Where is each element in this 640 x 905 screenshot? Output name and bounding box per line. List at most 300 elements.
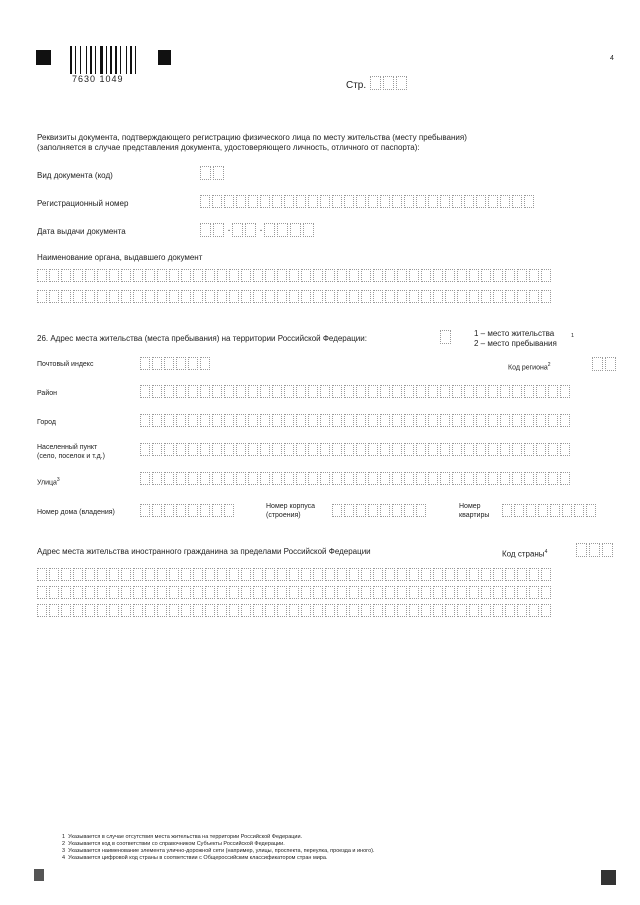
form-cell[interactable] bbox=[320, 385, 330, 398]
form-cell[interactable] bbox=[380, 504, 390, 517]
form-cell[interactable] bbox=[349, 568, 359, 581]
form-cell[interactable] bbox=[236, 443, 246, 456]
form-cell[interactable] bbox=[217, 586, 227, 599]
form-cell[interactable] bbox=[109, 290, 119, 303]
form-cell[interactable] bbox=[188, 414, 198, 427]
form-cell[interactable] bbox=[373, 586, 383, 599]
form-cell[interactable] bbox=[493, 568, 503, 581]
form-cell[interactable] bbox=[73, 568, 83, 581]
form-cell[interactable] bbox=[548, 443, 558, 456]
form-cell[interactable] bbox=[517, 269, 527, 282]
form-cell[interactable] bbox=[457, 269, 467, 282]
form-cell[interactable] bbox=[152, 414, 162, 427]
form-cell[interactable] bbox=[421, 290, 431, 303]
form-cell[interactable] bbox=[380, 414, 390, 427]
form-cell[interactable] bbox=[241, 568, 251, 581]
form-cell[interactable] bbox=[164, 357, 174, 370]
form-cell[interactable] bbox=[236, 414, 246, 427]
form-cell[interactable] bbox=[200, 443, 210, 456]
form-cell[interactable] bbox=[493, 586, 503, 599]
form-cell[interactable] bbox=[397, 290, 407, 303]
form-cell[interactable] bbox=[73, 290, 83, 303]
form-cell[interactable] bbox=[452, 472, 462, 485]
foreign-cells-row2[interactable] bbox=[37, 586, 553, 599]
form-cell[interactable] bbox=[272, 472, 282, 485]
form-cell[interactable] bbox=[193, 568, 203, 581]
form-cell[interactable] bbox=[157, 586, 167, 599]
form-cell[interactable] bbox=[176, 385, 186, 398]
form-cell[interactable] bbox=[241, 604, 251, 617]
form-cell[interactable] bbox=[157, 269, 167, 282]
form-cell[interactable] bbox=[320, 414, 330, 427]
form-cell[interactable] bbox=[457, 586, 467, 599]
form-cell[interactable] bbox=[212, 414, 222, 427]
form-cell[interactable] bbox=[61, 586, 71, 599]
form-cell[interactable] bbox=[493, 290, 503, 303]
form-cell[interactable] bbox=[392, 472, 402, 485]
page-number-cells[interactable] bbox=[370, 76, 409, 90]
form-cell[interactable] bbox=[193, 586, 203, 599]
form-cell[interactable] bbox=[164, 385, 174, 398]
form-cell[interactable] bbox=[265, 586, 275, 599]
form-cell[interactable] bbox=[49, 269, 59, 282]
form-cell[interactable] bbox=[361, 586, 371, 599]
form-cell[interactable] bbox=[512, 414, 522, 427]
form-cell[interactable] bbox=[488, 414, 498, 427]
form-cell[interactable] bbox=[517, 568, 527, 581]
form-cell[interactable] bbox=[538, 504, 548, 517]
form-cell[interactable] bbox=[428, 414, 438, 427]
form-cell[interactable] bbox=[481, 269, 491, 282]
form-cell[interactable] bbox=[164, 472, 174, 485]
form-cell[interactable] bbox=[176, 414, 186, 427]
form-cell[interactable] bbox=[181, 269, 191, 282]
issuer-cells-row2[interactable] bbox=[37, 290, 553, 303]
form-cell[interactable] bbox=[524, 195, 534, 208]
issue-date-cells[interactable]: . . bbox=[200, 223, 316, 237]
form-cell[interactable] bbox=[152, 385, 162, 398]
form-cell[interactable] bbox=[574, 504, 584, 517]
form-cell[interactable] bbox=[289, 586, 299, 599]
form-cell[interactable] bbox=[325, 586, 335, 599]
form-cell[interactable] bbox=[169, 568, 179, 581]
form-cell[interactable] bbox=[344, 472, 354, 485]
form-cell[interactable] bbox=[380, 472, 390, 485]
form-cell[interactable] bbox=[121, 586, 131, 599]
form-cell[interactable] bbox=[560, 472, 570, 485]
form-cell[interactable] bbox=[193, 604, 203, 617]
form-cell[interactable] bbox=[536, 385, 546, 398]
form-cell[interactable] bbox=[452, 414, 462, 427]
form-cell[interactable] bbox=[212, 443, 222, 456]
form-cell[interactable] bbox=[260, 443, 270, 456]
form-cell[interactable] bbox=[349, 290, 359, 303]
form-cell[interactable] bbox=[121, 290, 131, 303]
form-cell[interactable] bbox=[541, 586, 551, 599]
form-cell[interactable] bbox=[505, 290, 515, 303]
form-cell[interactable] bbox=[445, 568, 455, 581]
form-cell[interactable] bbox=[361, 604, 371, 617]
form-cell[interactable] bbox=[452, 443, 462, 456]
form-cell[interactable] bbox=[73, 604, 83, 617]
form-cell[interactable] bbox=[200, 504, 210, 517]
form-cell[interactable] bbox=[356, 195, 366, 208]
form-cell[interactable] bbox=[536, 443, 546, 456]
form-cell[interactable] bbox=[500, 195, 510, 208]
form-cell[interactable] bbox=[308, 414, 318, 427]
form-cell[interactable] bbox=[49, 604, 59, 617]
form-cell[interactable] bbox=[248, 195, 258, 208]
form-cell[interactable] bbox=[493, 604, 503, 617]
form-cell[interactable] bbox=[529, 604, 539, 617]
form-cell[interactable] bbox=[253, 290, 263, 303]
form-cell[interactable] bbox=[313, 586, 323, 599]
form-cell[interactable] bbox=[284, 195, 294, 208]
form-cell[interactable] bbox=[404, 472, 414, 485]
form-cell[interactable] bbox=[505, 586, 515, 599]
form-cell[interactable] bbox=[337, 290, 347, 303]
form-cell[interactable] bbox=[61, 568, 71, 581]
form-cell[interactable] bbox=[49, 586, 59, 599]
form-cell[interactable] bbox=[481, 604, 491, 617]
form-cell[interactable] bbox=[200, 385, 210, 398]
form-cell[interactable] bbox=[368, 195, 378, 208]
form-cell[interactable] bbox=[241, 290, 251, 303]
form-cell[interactable] bbox=[397, 586, 407, 599]
form-cell[interactable] bbox=[224, 443, 234, 456]
form-cell[interactable] bbox=[188, 357, 198, 370]
form-cell[interactable] bbox=[368, 414, 378, 427]
form-cell[interactable] bbox=[524, 472, 534, 485]
form-cell[interactable] bbox=[392, 385, 402, 398]
form-cell[interactable] bbox=[469, 604, 479, 617]
form-cell[interactable] bbox=[344, 385, 354, 398]
form-cell[interactable] bbox=[361, 269, 371, 282]
form-cell[interactable] bbox=[284, 414, 294, 427]
form-cell[interactable] bbox=[301, 586, 311, 599]
form-cell[interactable] bbox=[260, 472, 270, 485]
form-cell[interactable] bbox=[224, 195, 234, 208]
form-cell[interactable] bbox=[385, 604, 395, 617]
form-cell[interactable] bbox=[536, 472, 546, 485]
form-cell[interactable] bbox=[469, 586, 479, 599]
form-cell[interactable] bbox=[541, 604, 551, 617]
form-cell[interactable] bbox=[457, 290, 467, 303]
form-cell[interactable] bbox=[385, 269, 395, 282]
form-cell[interactable] bbox=[529, 568, 539, 581]
form-cell[interactable] bbox=[476, 472, 486, 485]
form-cell[interactable] bbox=[152, 443, 162, 456]
form-cell[interactable] bbox=[229, 269, 239, 282]
form-cell[interactable] bbox=[296, 414, 306, 427]
form-cell[interactable] bbox=[505, 568, 515, 581]
form-cell[interactable] bbox=[49, 290, 59, 303]
form-cell[interactable] bbox=[157, 290, 167, 303]
form-cell[interactable] bbox=[397, 269, 407, 282]
form-cell[interactable] bbox=[488, 385, 498, 398]
form-cell[interactable] bbox=[517, 604, 527, 617]
form-cell[interactable] bbox=[325, 290, 335, 303]
form-cell[interactable] bbox=[308, 443, 318, 456]
form-cell[interactable] bbox=[356, 504, 366, 517]
form-cell[interactable] bbox=[85, 568, 95, 581]
form-cell[interactable] bbox=[404, 414, 414, 427]
form-cell[interactable] bbox=[140, 443, 150, 456]
form-cell[interactable] bbox=[200, 472, 210, 485]
country-code-cells[interactable] bbox=[576, 543, 615, 557]
form-cell[interactable] bbox=[409, 290, 419, 303]
form-cell[interactable] bbox=[440, 195, 450, 208]
form-cell[interactable] bbox=[241, 586, 251, 599]
form-cell[interactable] bbox=[421, 586, 431, 599]
form-cell[interactable] bbox=[169, 269, 179, 282]
form-cell[interactable] bbox=[560, 414, 570, 427]
form-cell[interactable] bbox=[241, 269, 251, 282]
form-cell[interactable] bbox=[277, 604, 287, 617]
form-cell[interactable] bbox=[109, 269, 119, 282]
form-cell[interactable] bbox=[502, 504, 512, 517]
form-cell[interactable] bbox=[176, 443, 186, 456]
form-cell[interactable] bbox=[253, 586, 263, 599]
form-cell[interactable] bbox=[481, 568, 491, 581]
form-cell[interactable] bbox=[416, 385, 426, 398]
form-cell[interactable] bbox=[404, 504, 414, 517]
form-cell[interactable] bbox=[541, 568, 551, 581]
form-cell[interactable] bbox=[73, 586, 83, 599]
form-cell[interactable] bbox=[157, 568, 167, 581]
form-cell[interactable] bbox=[164, 504, 174, 517]
form-cell[interactable] bbox=[205, 269, 215, 282]
locality-cells[interactable] bbox=[140, 443, 572, 456]
form-cell[interactable] bbox=[140, 385, 150, 398]
form-cell[interactable] bbox=[332, 504, 342, 517]
form-cell[interactable] bbox=[385, 290, 395, 303]
form-cell[interactable] bbox=[476, 195, 486, 208]
form-cell[interactable] bbox=[433, 586, 443, 599]
form-cell[interactable] bbox=[224, 472, 234, 485]
form-cell[interactable] bbox=[248, 385, 258, 398]
form-cell[interactable] bbox=[337, 568, 347, 581]
form-cell[interactable] bbox=[97, 604, 107, 617]
form-cell[interactable] bbox=[512, 472, 522, 485]
form-cell[interactable] bbox=[205, 586, 215, 599]
form-cell[interactable] bbox=[464, 414, 474, 427]
form-cell[interactable] bbox=[385, 568, 395, 581]
form-cell[interactable] bbox=[97, 568, 107, 581]
form-cell[interactable] bbox=[332, 414, 342, 427]
form-cell[interactable] bbox=[265, 269, 275, 282]
form-cell[interactable] bbox=[428, 385, 438, 398]
form-cell[interactable] bbox=[380, 385, 390, 398]
form-cell[interactable] bbox=[265, 568, 275, 581]
form-cell[interactable] bbox=[188, 385, 198, 398]
form-cell[interactable] bbox=[265, 290, 275, 303]
form-cell[interactable] bbox=[277, 586, 287, 599]
form-cell[interactable] bbox=[500, 385, 510, 398]
form-cell[interactable] bbox=[164, 443, 174, 456]
form-cell[interactable] bbox=[416, 472, 426, 485]
form-cell[interactable] bbox=[301, 604, 311, 617]
form-cell[interactable] bbox=[332, 443, 342, 456]
foreign-cells-row1[interactable] bbox=[37, 568, 553, 581]
form-cell[interactable] bbox=[445, 269, 455, 282]
form-cell[interactable] bbox=[164, 414, 174, 427]
form-cell[interactable] bbox=[529, 586, 539, 599]
form-cell[interactable] bbox=[37, 269, 47, 282]
form-cell[interactable] bbox=[440, 385, 450, 398]
form-cell[interactable] bbox=[200, 357, 210, 370]
form-cell[interactable] bbox=[224, 504, 234, 517]
form-cell[interactable] bbox=[337, 604, 347, 617]
form-cell[interactable] bbox=[586, 504, 596, 517]
form-cell[interactable] bbox=[212, 504, 222, 517]
form-cell[interactable] bbox=[145, 269, 155, 282]
form-cell[interactable] bbox=[541, 290, 551, 303]
form-cell[interactable] bbox=[277, 290, 287, 303]
form-cell[interactable] bbox=[512, 443, 522, 456]
form-cell[interactable] bbox=[181, 568, 191, 581]
form-cell[interactable] bbox=[433, 269, 443, 282]
form-cell[interactable] bbox=[152, 504, 162, 517]
form-cell[interactable] bbox=[445, 290, 455, 303]
form-cell[interactable] bbox=[313, 604, 323, 617]
form-cell[interactable] bbox=[445, 586, 455, 599]
form-cell[interactable] bbox=[529, 269, 539, 282]
form-cell[interactable] bbox=[212, 472, 222, 485]
form-cell[interactable] bbox=[133, 586, 143, 599]
form-cell[interactable] bbox=[488, 472, 498, 485]
form-cell[interactable] bbox=[61, 604, 71, 617]
form-cell[interactable] bbox=[514, 504, 524, 517]
form-cell[interactable] bbox=[49, 568, 59, 581]
form-cell[interactable] bbox=[469, 568, 479, 581]
form-cell[interactable] bbox=[272, 385, 282, 398]
reg-number-cells[interactable] bbox=[200, 195, 536, 208]
form-cell[interactable] bbox=[229, 290, 239, 303]
district-cells[interactable] bbox=[140, 385, 572, 398]
form-cell[interactable] bbox=[140, 357, 150, 370]
form-cell[interactable] bbox=[236, 195, 246, 208]
form-cell[interactable] bbox=[301, 269, 311, 282]
form-cell[interactable] bbox=[440, 443, 450, 456]
form-cell[interactable] bbox=[476, 385, 486, 398]
form-cell[interactable] bbox=[320, 443, 330, 456]
form-cell[interactable] bbox=[356, 385, 366, 398]
form-cell[interactable] bbox=[308, 472, 318, 485]
form-cell[interactable] bbox=[368, 504, 378, 517]
form-cell[interactable] bbox=[469, 269, 479, 282]
form-cell[interactable] bbox=[380, 443, 390, 456]
doc-type-cells[interactable] bbox=[200, 166, 226, 180]
form-cell[interactable] bbox=[313, 290, 323, 303]
form-cell[interactable] bbox=[464, 472, 474, 485]
form-cell[interactable] bbox=[392, 443, 402, 456]
form-cell[interactable] bbox=[176, 504, 186, 517]
form-cell[interactable] bbox=[145, 290, 155, 303]
form-cell[interactable] bbox=[416, 195, 426, 208]
region-code-cells[interactable] bbox=[592, 357, 618, 371]
form-cell[interactable] bbox=[536, 414, 546, 427]
form-cell[interactable] bbox=[433, 604, 443, 617]
form-cell[interactable] bbox=[445, 604, 455, 617]
form-cell[interactable] bbox=[109, 604, 119, 617]
form-cell[interactable] bbox=[301, 568, 311, 581]
form-cell[interactable] bbox=[157, 604, 167, 617]
form-cell[interactable] bbox=[37, 568, 47, 581]
form-cell[interactable] bbox=[337, 269, 347, 282]
form-cell[interactable] bbox=[260, 195, 270, 208]
street-cells[interactable] bbox=[140, 472, 572, 485]
form-cell[interactable] bbox=[272, 443, 282, 456]
form-cell[interactable] bbox=[493, 269, 503, 282]
form-cell[interactable] bbox=[176, 472, 186, 485]
form-cell[interactable] bbox=[512, 195, 522, 208]
form-cell[interactable] bbox=[260, 414, 270, 427]
form-cell[interactable] bbox=[85, 269, 95, 282]
form-cell[interactable] bbox=[61, 269, 71, 282]
form-cell[interactable] bbox=[121, 269, 131, 282]
form-cell[interactable] bbox=[404, 443, 414, 456]
form-cell[interactable] bbox=[416, 414, 426, 427]
form-cell[interactable] bbox=[272, 195, 282, 208]
form-cell[interactable] bbox=[476, 443, 486, 456]
form-cell[interactable] bbox=[284, 385, 294, 398]
form-cell[interactable] bbox=[284, 443, 294, 456]
form-cell[interactable] bbox=[176, 357, 186, 370]
form-cell[interactable] bbox=[248, 472, 258, 485]
form-cell[interactable] bbox=[277, 269, 287, 282]
form-cell[interactable] bbox=[452, 385, 462, 398]
form-cell[interactable] bbox=[332, 385, 342, 398]
form-cell[interactable] bbox=[193, 290, 203, 303]
form-cell[interactable] bbox=[344, 414, 354, 427]
form-cell[interactable] bbox=[193, 269, 203, 282]
form-cell[interactable] bbox=[409, 604, 419, 617]
form-cell[interactable] bbox=[464, 195, 474, 208]
form-cell[interactable] bbox=[440, 414, 450, 427]
form-cell[interactable] bbox=[181, 586, 191, 599]
form-cell[interactable] bbox=[224, 385, 234, 398]
form-cell[interactable] bbox=[217, 568, 227, 581]
form-cell[interactable] bbox=[145, 586, 155, 599]
form-cell[interactable] bbox=[524, 414, 534, 427]
form-cell[interactable] bbox=[313, 269, 323, 282]
form-cell[interactable] bbox=[133, 568, 143, 581]
form-cell[interactable] bbox=[253, 269, 263, 282]
form-cell[interactable] bbox=[320, 472, 330, 485]
form-cell[interactable] bbox=[284, 472, 294, 485]
form-cell[interactable] bbox=[109, 586, 119, 599]
form-cell[interactable] bbox=[433, 290, 443, 303]
form-cell[interactable] bbox=[344, 443, 354, 456]
form-cell[interactable] bbox=[200, 195, 210, 208]
form-cell[interactable] bbox=[392, 195, 402, 208]
form-cell[interactable] bbox=[488, 195, 498, 208]
form-cell[interactable] bbox=[97, 290, 107, 303]
form-cell[interactable] bbox=[440, 472, 450, 485]
form-cell[interactable] bbox=[433, 568, 443, 581]
form-cell[interactable] bbox=[133, 604, 143, 617]
form-cell[interactable] bbox=[277, 568, 287, 581]
form-cell[interactable] bbox=[562, 504, 572, 517]
issuer-cells-row1[interactable] bbox=[37, 269, 553, 282]
house-cells[interactable] bbox=[140, 504, 236, 517]
form-cell[interactable] bbox=[481, 290, 491, 303]
form-cell[interactable] bbox=[476, 414, 486, 427]
form-cell[interactable] bbox=[37, 586, 47, 599]
form-cell[interactable] bbox=[344, 504, 354, 517]
form-cell[interactable] bbox=[289, 568, 299, 581]
